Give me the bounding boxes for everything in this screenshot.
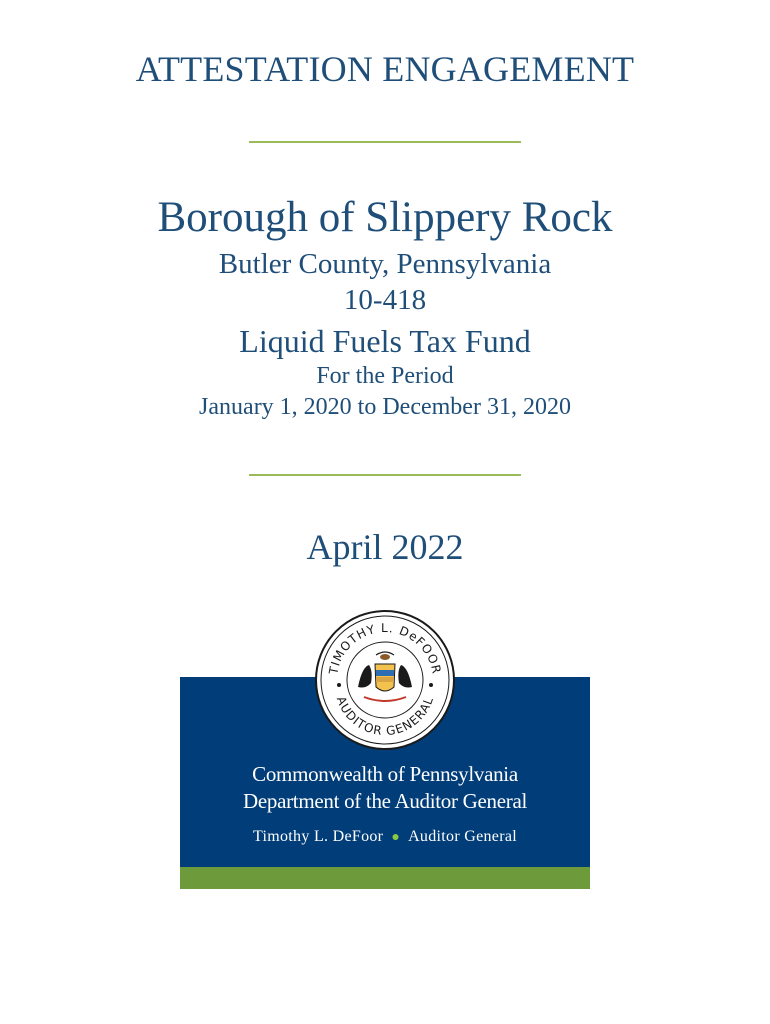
report-date: April 2022 xyxy=(306,527,464,567)
report-type-heading: ATTESTATION ENGAGEMENT xyxy=(135,49,635,89)
period-range: January 1, 2020 to December 31, 2020 xyxy=(199,394,571,420)
org-name-line2: Department of the Auditor General xyxy=(243,789,527,813)
divider-bottom xyxy=(249,474,521,476)
county-state: Butler County, Pennsylvania xyxy=(218,248,552,280)
entity-code: 10-418 xyxy=(343,284,427,316)
fund-name: Liquid Fuels Tax Fund xyxy=(239,323,531,359)
seal-text-top: TIMOTHY L. DeFOOR xyxy=(326,620,444,676)
org-name-line1: Commonwealth of Pennsylvania xyxy=(252,762,518,786)
period-label: For the Period xyxy=(316,363,454,389)
official-title: Auditor General xyxy=(408,828,517,845)
separator-dot-icon: ● xyxy=(391,830,401,845)
logo-green-bar xyxy=(180,867,590,889)
seal-text-bottom: AUDITOR GENERAL xyxy=(333,694,437,739)
divider-top xyxy=(249,141,521,143)
auditor-general-seal-icon xyxy=(314,609,456,751)
official-line xyxy=(180,828,590,846)
entity-name: Borough of Slippery Rock xyxy=(157,194,613,241)
official-name: Timothy L. DeFoor xyxy=(253,828,384,845)
